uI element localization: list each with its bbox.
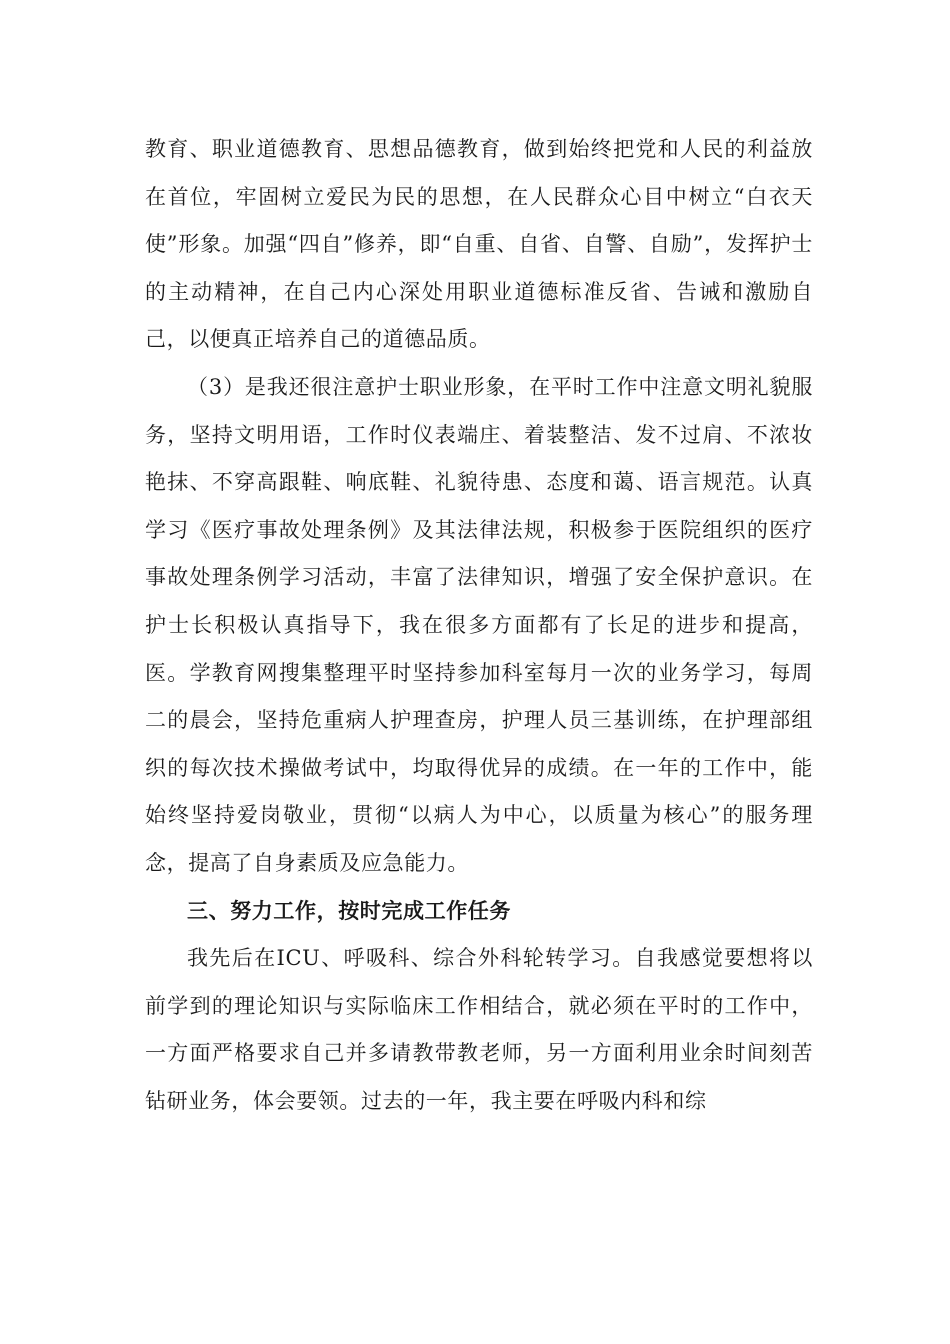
paragraph-professional-image: （3）是我还很注意护士职业形象，在平时工作中注意文明礼貌服务，坚持文明用语，工作时仪表端庄、着装整洁、发不过肩、不浓妆艳抹、不穿高跟鞋、响底鞋、礼貌待患、态度和蔼、语言规范。认真学习《医疗事故处理条例》及其法律法规，积极参于医院组织的医疗事故处理条例学习活动，丰富了法律知识，增强了安全保护意识。在护士长积极认真指导下，我在很多方面都有了长足的进步和提高，医。学教育网搜集整理平时坚持参加科室每月一次的业务学习，每周二的晨会，坚持危重病人护理查房，护理人员三基训练，在护理部组织的每次技术操做考试中，均取得优异的成绩。在一年的工作中，能始终坚持爱岗敬业，贯彻“以病人为中心，以质量为核心”的服务理念，提高了自身素质及应急能力。 bbox=[145, 374, 813, 875]
document-body bbox=[145, 126, 813, 1125]
section-heading: 三、努力工作，按时完成工作任务 bbox=[187, 898, 511, 923]
paragraph-continuation: 教育、职业道德教育、思想品德教育，做到始终把党和人民的利益放在首位，牢固树立爱民为民的思想，在人民群众心目中树立“白衣天使”形象。加强“四自”修养，即“自重、自省、自警、自励”，发挥护士的主动精神，在自己内心深处用职业道德标准反省、告诫和激励自己，以便真正培养自己的道德品质。 bbox=[145, 137, 813, 352]
paragraph-rotation-study: 我先后在ICU、呼吸科、综合外科轮转学习。自我感觉要想将以前学到的理论知识与实际临床工作相结合，就必须在平时的工作中，一方面严格要求自己并多请教带教老师，另一方面利用业余时间刻苦钻研业务，体会要领。过去的一年，我主要在呼吸内科和综 bbox=[145, 946, 813, 1113]
